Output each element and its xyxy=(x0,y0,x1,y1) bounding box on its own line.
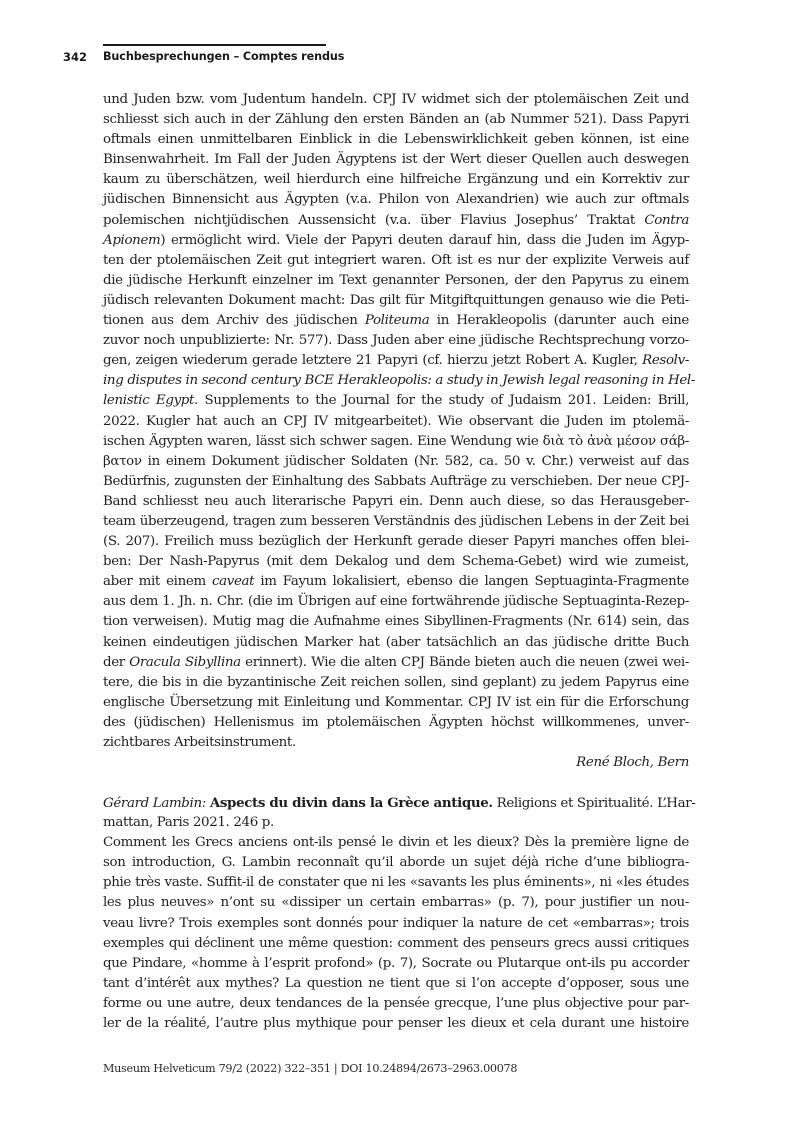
review-2-publication-info: Religions et Spiritualité. L’Har- xyxy=(492,796,696,811)
text-span: 2022. Kugler hat auch an CPJ IV mitgearbeitet). Wie observant die Juden im ptolemä- xyxy=(103,413,689,429)
text-span: keinen eindeutigen jüdischen Marker hat (aber tatsächlich an das jüdische dritte Buch xyxy=(103,634,689,650)
text-span: aus dem 1. Jh. n. Chr. (die im Übrigen auf eine fortwährende jüdische Septuaginta-Rezep- xyxy=(103,594,689,610)
text-span: aber mit einem xyxy=(103,574,212,590)
review-1-line xyxy=(103,592,689,612)
text-span: gen, zeigen wiederum gerade letztere 21 Papyri (cf. hierzu jetzt Robert A. Kugler, xyxy=(103,353,643,369)
running-header-rule xyxy=(103,44,326,46)
italic-span: Resolv- xyxy=(642,353,689,369)
review-2-citation-line-1 xyxy=(103,793,696,813)
review-2-book-title: Aspects du divin dans la Grèce antique. xyxy=(209,795,493,811)
review-1-line xyxy=(103,713,689,733)
review-1-line xyxy=(103,291,689,311)
review-2-line: que Pindare, «homme à l’esprit profond» (p. 7), Socrate ou Plutarque ont-ils pu accorder xyxy=(103,955,689,971)
review-1-line xyxy=(103,190,689,210)
review-1-line xyxy=(103,472,689,492)
text-span: Bedürfnis, zugunsten der Einhaltung des Sabbats Aufträge zu verschieben. Der neue CPJ- xyxy=(103,473,689,489)
review-2-line: veau livre? Trois exemples sont donnés pour indiquer la nature de cet «embarras»; trois xyxy=(103,915,689,931)
text-span: zichtbares Arbeitsinstrument. xyxy=(103,735,296,750)
review-1-line xyxy=(103,653,689,673)
review-1-line xyxy=(103,512,689,532)
review-2-citation-line-2: mattan, Paris 2021. 246 p. xyxy=(103,815,274,831)
review-1-line xyxy=(103,311,689,331)
italic-span: Apionem xyxy=(103,232,161,248)
review-1-line xyxy=(103,90,689,110)
review-1-line xyxy=(103,733,689,753)
review-1-line xyxy=(103,673,689,693)
journal-footer-citation: Museum Helveticum 79/2 (2022) 322–351 | DOI 10.24894/2673–2963.00078 xyxy=(103,1062,518,1075)
review-1-line xyxy=(103,351,689,371)
review-1-line xyxy=(103,532,689,552)
text-span: Band schliesst neu auch literarische Papyri ein. Denn auch diese, so das Herausgeber- xyxy=(103,493,689,509)
text-span: βατον in einem Dokument jüdischer Soldaten (Nr. 582, ca. 50 v. Chr.) verweist auf das xyxy=(103,453,689,469)
review-2-line: exemples qui déclinent une même question: comment des penseurs grecs aussi critiques xyxy=(103,935,689,951)
text-span: tionen aus dem Archiv des jüdischen xyxy=(103,313,365,329)
italic-span: Politeuma xyxy=(364,313,430,329)
review-1-line xyxy=(103,391,689,411)
italic-span: ing disputes in second century BCE Herakleopolis: a study in Jewish legal reasoning in Hel- xyxy=(103,373,696,389)
review-1-line xyxy=(103,432,689,452)
italic-span: Oracula Sibyllina xyxy=(129,654,241,670)
text-span: der xyxy=(103,654,130,670)
review-1-line xyxy=(103,150,689,170)
review-2-line: les plus neuves» n’ont su «dissiper un certain embarras» (p. 7), pour justifier un nou- xyxy=(103,895,689,911)
review-2-line: Comment les Grecs anciens ont-ils pensé le divin et les dieux? Dès la première ligne de xyxy=(103,835,689,851)
review-1-line xyxy=(103,552,689,572)
text-span: tere, die bis in die byzantinische Zeit reichen sollen, sind geplant) zu jedem Papyrus eine xyxy=(103,674,689,690)
text-span: in Herakleopolis (darunter auch eine xyxy=(429,313,689,329)
text-span: tion verweisen). Mutig mag die Aufnahme eines Sibyllinen-Fragments (Nr. 614) sein, das xyxy=(103,614,689,630)
review-1-line xyxy=(103,231,689,251)
review-2-body xyxy=(103,833,689,1034)
italic-span: lenistic Egypt. xyxy=(103,393,198,409)
text-span: englische Übersetzung mit Einleitung und Kommentar. CPJ IV ist ein für die Erforschung xyxy=(103,694,689,710)
text-span: Binsenwahrheit. Im Fall der Juden Ägyptens ist der Wert dieser Quellen auch deswegen xyxy=(103,152,689,168)
review-1-line xyxy=(103,170,689,190)
review-1-body xyxy=(103,90,696,773)
review-2-line: son introduction, G. Lambin reconnaît qu’il aborde un sujet déjà riche d’une bibliogra- xyxy=(103,855,689,871)
review-1-line xyxy=(103,412,689,432)
review-1-line xyxy=(103,612,689,632)
review-1-line xyxy=(103,452,689,472)
text-span: kaum zu überschätzen, weil hierdurch eine hilfreiche Ergänzung und ein Korrektiv zur xyxy=(103,172,689,188)
review-1-line xyxy=(103,211,689,231)
text-span: im Fayum lokalisiert, ebenso die langen Septuaginta-Fragmente xyxy=(254,574,690,590)
text-span: jüdischen Binnensicht aus Ägypten (v.a. Philon von Alexandrien) wie auch zur oftmals xyxy=(103,192,689,208)
page-number: 342 xyxy=(63,50,88,64)
review-2-line: tant d’intérêt aux mythes? La question ne tient que si l’on accepte d’opposer, sous une xyxy=(103,975,689,991)
review-1-line xyxy=(103,693,689,713)
review-2-line: forme ou une autre, deux tendances de la pensée grecque, l’une plus objective pour par- xyxy=(103,995,689,1011)
text-span: ) ermöglicht wird. Viele der Papyri deuten darauf hin, dass die Juden im Ägyp- xyxy=(160,232,689,248)
italic-span: caveat xyxy=(211,574,255,590)
review-2 xyxy=(103,793,696,1034)
text-span: des (jüdischen) Hellenismus im ptolemäischen Ägypten höchst willkommenes, unver- xyxy=(103,714,689,730)
text-span: oftmals einen unmittelbaren Einblick in die Lebenswirklichkeit geben können, ist eine xyxy=(103,132,689,148)
review-1-line xyxy=(103,331,689,351)
text-span: polemischen nichtjüdischen Aussensicht (v.a. über Flavius Josephus’ Traktat xyxy=(103,212,645,228)
review-1-line xyxy=(103,251,689,271)
review-2-author: Gérard Lambin xyxy=(103,796,202,811)
review-2-author-separator: : xyxy=(201,796,210,811)
text-span: die jüdische Herkunft einzelner im Text genannter Personen, der den Papyrus zu einem xyxy=(103,272,689,288)
text-span: erinnert). Wie die alten CPJ Bände bieten auch die neuen (zwei wei- xyxy=(240,654,689,670)
review-1-line xyxy=(103,371,696,391)
text-span: und Juden bzw. vom Judentum handeln. CPJ IV widmet sich der ptolemäischen Zeit und xyxy=(103,92,689,107)
text-span: Supplements to the Journal for the study of Judaism 201. Leiden: Brill, xyxy=(197,393,690,409)
review-1-line xyxy=(103,633,689,653)
text-span: team überzeugend, tragen zum besseren Verständnis des jüdischen Lebens in der Zeit bei xyxy=(103,513,689,529)
text-span: schliesst sich auch in der Zählung den ersten Bänden an (ab Nummer 521). Dass Papyri xyxy=(103,112,689,128)
review-1-line xyxy=(103,130,689,150)
text-span: ben: Der Nash-Papyrus (mit dem Dekalog und dem Schema-Gebet) wird wie zumeist, xyxy=(103,554,689,570)
review-1-line xyxy=(103,110,689,130)
review-1-line xyxy=(103,271,689,291)
italic-span: Contra xyxy=(644,212,689,228)
review-2-line: ler de la réalité, l’autre plus mythique pour penser les dieux et cela durant une histoire xyxy=(103,1016,689,1032)
review-1-line xyxy=(103,572,689,592)
text-span: ten der ptolemäischen Zeit gut integriert waren. Oft ist es nur der explizite Verweis auf xyxy=(103,252,689,268)
text-span: ischen Ägypten waren, lässt sich schwer sagen. Eine Wendung wie διὰ τὸ ἀνὰ μέσον σάβ- xyxy=(103,433,689,449)
review-1-line xyxy=(103,492,689,512)
text-span: jüdisch relevanten Dokument macht: Das gilt für Mitgiftquittungen genauso wie die Peti- xyxy=(103,292,689,308)
text-span: zuvor noch unpublizierte: Nr. 577). Dass Juden aber eine jüdische Rechtsprechung vorzo- xyxy=(103,333,689,349)
running-header-title: Buchbesprechungen – Comptes rendus xyxy=(103,50,345,63)
reviewer-signature: René Bloch, Bern xyxy=(576,755,689,771)
review-2-line: phie très vaste. Suffit-il de constater que ni les «savants les plus éminents», ni «les études xyxy=(103,875,689,891)
text-span: (S. 207). Freilich muss bezüglich der Herkunft gerade dieser Papyri manches offen blei- xyxy=(103,534,689,550)
